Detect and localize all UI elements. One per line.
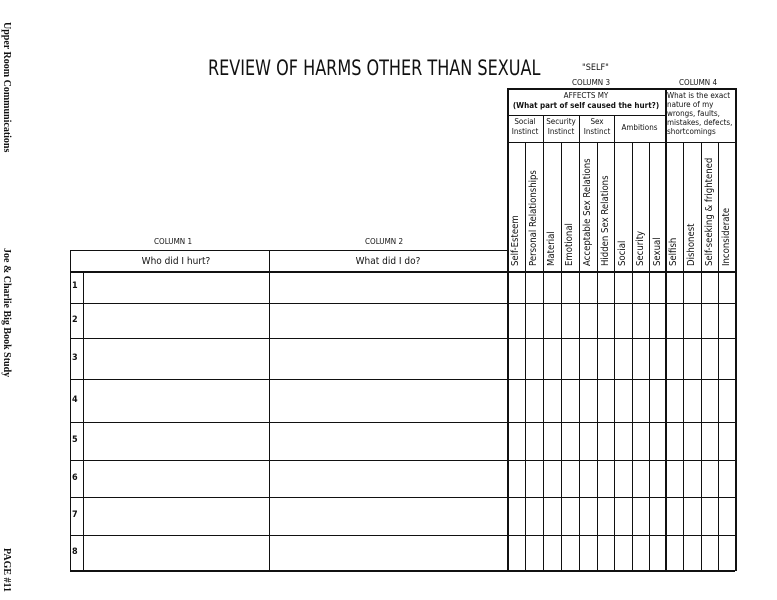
table-row[interactable] [84, 461, 734, 497]
grid-line [70, 250, 71, 571]
table-row[interactable] [84, 380, 734, 422]
table-row[interactable] [84, 272, 734, 303]
row-number: 6 [72, 472, 78, 483]
row-number: 2 [72, 314, 78, 325]
group-sex: Sex Instinct [583, 117, 611, 136]
category-label: Inconsiderate [721, 207, 732, 266]
column1-label: COLUMN 1 [154, 237, 193, 246]
affects-question: (What part of self caused the hurt?) [512, 101, 660, 110]
table-row[interactable] [84, 423, 734, 460]
grid-line [507, 88, 736, 90]
category-label: Hidden Sex Relations [600, 175, 611, 266]
table-row[interactable] [84, 339, 734, 379]
table-row[interactable] [84, 498, 734, 535]
column4-label: COLUMN 4 [679, 78, 718, 87]
page-number: PAGE #11 [1, 548, 12, 592]
category-label: Self-seeking & frightened [704, 157, 715, 266]
row-number: 3 [72, 352, 78, 363]
category-label: Dishonest [686, 223, 697, 266]
page-title: REVIEW OF HARMS OTHER THAN SEXUAL [208, 56, 541, 80]
category-label: Material [546, 231, 557, 266]
group-social: Social Instinct [511, 117, 539, 136]
column2-header: What did I do? [355, 256, 421, 267]
category-label: Self-Esteem [510, 215, 521, 266]
grid-line [507, 115, 665, 116]
category-label: Acceptable Sex Relations [582, 158, 593, 266]
column4-header: What is the exact nature of my wrongs, faults, mistakes, defects, shortcomings [667, 91, 733, 136]
publisher-label: Upper Room Communications [1, 22, 12, 153]
category-label: Emotional [564, 223, 575, 266]
category-label: Security [635, 230, 646, 266]
group-security: Security Instinct [546, 117, 576, 136]
self-label: "SELF" [582, 63, 609, 73]
column3-header [507, 91, 665, 111]
row-number: 8 [72, 546, 78, 557]
study-label: Joe & Charlie Big Book Study [1, 248, 12, 378]
row-number: 4 [72, 394, 78, 405]
grid-line [70, 570, 735, 572]
column3-label: COLUMN 3 [572, 78, 611, 87]
row-number: 5 [72, 435, 78, 445]
column1-header: Who did I hurt? [141, 256, 211, 267]
row-number: 1 [72, 281, 78, 291]
category-label: Sexual [652, 237, 663, 266]
affects-my: AFFECTS MY [563, 91, 609, 100]
group-ambitions: Ambitions [621, 123, 658, 132]
row-number: 7 [72, 510, 78, 520]
table-row[interactable] [84, 304, 734, 338]
grid-line [735, 88, 737, 571]
category-label: Social [617, 240, 628, 266]
column2-label: COLUMN 2 [365, 237, 404, 246]
category-label: Selfish [668, 237, 679, 266]
category-label: Personal Relationships [528, 170, 539, 266]
table-row[interactable] [84, 536, 734, 570]
grid-line [70, 250, 507, 251]
